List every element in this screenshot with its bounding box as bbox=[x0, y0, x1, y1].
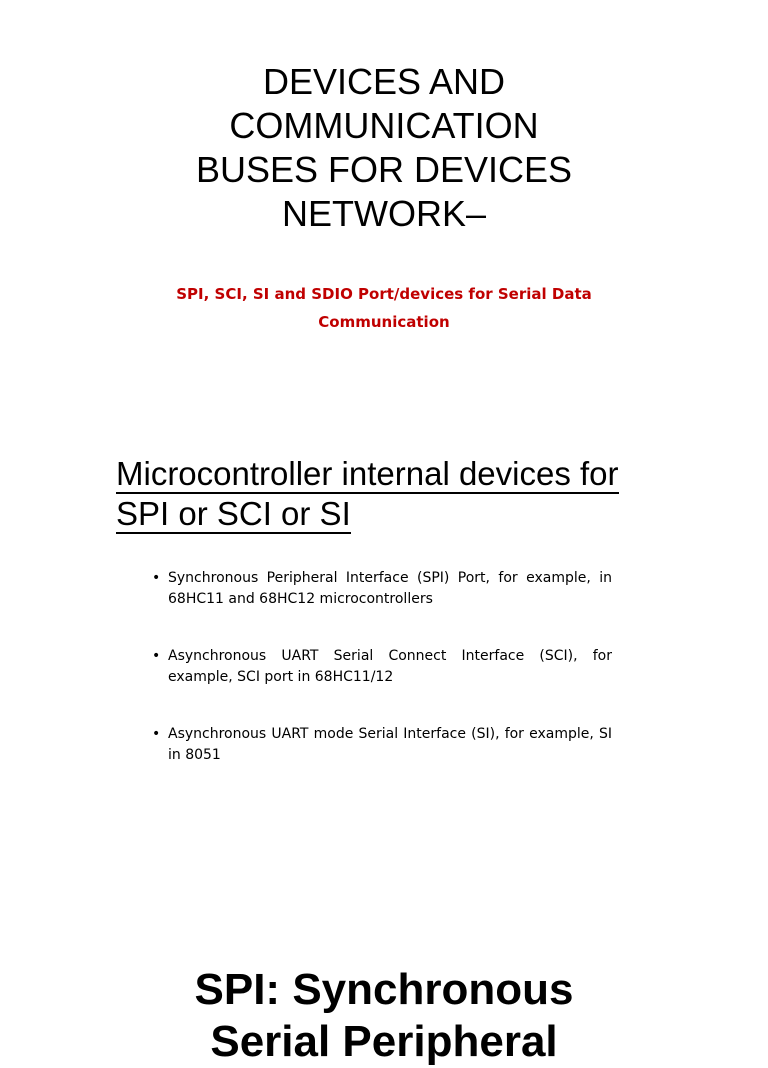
slide-subtitle bbox=[0, 280, 768, 336]
bullet-text: Asynchronous UART mode Serial Interface (SI), for example, SI in 8051 bbox=[168, 726, 612, 763]
slide-title bbox=[0, 964, 768, 1068]
title-line: Microcontroller internal devices for bbox=[116, 455, 619, 492]
bullet-item bbox=[152, 724, 612, 766]
slide-title bbox=[116, 454, 676, 534]
title-line: COMMUNICATION bbox=[229, 105, 539, 146]
slide-title bbox=[0, 60, 768, 236]
bullet-list bbox=[152, 568, 612, 802]
slide-2 bbox=[0, 440, 768, 920]
bullet-text: Asynchronous UART Serial Connect Interface (SCI), for example, SCI port in 68HC11/12 bbox=[168, 648, 612, 685]
bullet-item bbox=[152, 646, 612, 688]
title-line: BUSES FOR DEVICES bbox=[195, 149, 573, 190]
slide-1 bbox=[0, 0, 768, 420]
bullet-icon: • bbox=[152, 570, 161, 586]
bullet-icon: • bbox=[152, 648, 161, 664]
title-line: DEVICES AND bbox=[262, 61, 506, 102]
bullet-item bbox=[152, 568, 612, 610]
bullet-text: Synchronous Peripheral Interface (SPI) Port, for example, in 68HC11 and 68HC12 microcontrollers bbox=[168, 570, 612, 607]
title-line: NETWORK– bbox=[281, 193, 486, 234]
title-line: SPI or SCI or SI bbox=[116, 495, 351, 532]
subtitle-line: SPI, SCI, SI and SDIO Port/devices for Serial Data bbox=[176, 285, 592, 303]
title-line: Serial Peripheral bbox=[210, 1017, 558, 1066]
title-line: SPI: Synchronous bbox=[194, 965, 574, 1014]
bullet-icon: • bbox=[152, 726, 161, 742]
subtitle-line: Communication bbox=[318, 313, 450, 331]
slide-3 bbox=[0, 950, 768, 1066]
